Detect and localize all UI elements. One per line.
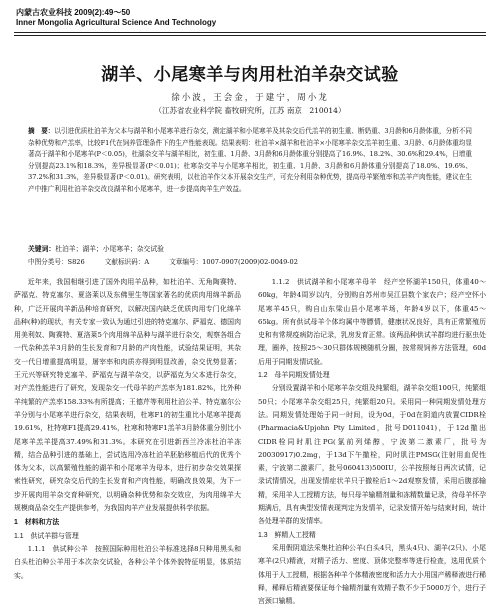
body-right-paragraph: 分别设置湖羊和小尾寒羊杂交组及纯繁组，湖羊杂交组100只，纯繁组50只；小尾寒羊杂交组25只，纯繁组20只。采用同一种同期发情处理方法。同期发情处理始于同一时间，设为0d，于0d在阴道内放置CIDR栓(Pharmacia&Upjohn Pty Limited，批号D011041)，于12d撤出CIDR栓同时肌注PG(氯前列烯醇，宁波第二激素厂，批号为20030917)0.2mg，于13d下午撤栓，同时肌注PMSG(注射用血促性素，宁波第二激素厂，批号060413)500IU，公羊按照每日两次试情，记录试情情况，出现发情症状羊只于撤栓后1～2d观察发情，采用后腹部输精，采用羊人工授精方法，每只母羊输精剂量和冻精数量记录，待母羊怀孕期满后，具有典型发情表现判定为发情羊，记录发情开始与结束时间，统计各处理羊群的发情率。 (258, 384, 486, 526)
abstract-label: 摘 要： (28, 127, 55, 135)
journal-header (16, 8, 216, 28)
abstract-text: 以引进优质杜泊羊为父本与湖羊和小尾寒羊进行杂交，测定湖羊和小尾寒羊及其杂交后代羔羊的初生重、断奶重、3月龄和6月龄体重，分析不同杂种优势和产羔率，比较F1代在饲养管理条件下的生产性能表现。结果表明：杜泊羊×湖羊和杜泊羊×小尾寒羊杂交羔羊初生重、3月龄、6月龄体重均显著高于湖羊和小尾寒羊(P＜0.05)，杜湖杂交羊与湖羊相比，初生重、1月龄、3月龄和6月龄体重分别提高了16.9%、18.2%、30.6%和29.4%，日增重分别提高23.1%和18.3%，差异极显著(P＜0.01)；杜寒杂交羊与小尾寒羊相比，初生重、1月龄、3月龄和6月龄体重分别提高了18.0%、19.6%、37.2%和31.3%，差异极显著(P＜0.01)。研究表明，以杜泊羊作父本开展杂交生产，可充分利用杂种优势，提高母羊繁殖率和羔羊产肉性能，建议在生产中推广利用杜泊羊杂交改良湖羊和小尾寒羊，进一步提高肉羊生产效益。 (28, 127, 473, 193)
keywords (28, 244, 472, 254)
abstract (28, 126, 472, 196)
journal-name-cn: 内蒙古农业科技 2009(2):49～50 (16, 8, 131, 17)
header-rule (14, 32, 486, 33)
body-left-heading: 1 材料和方法 (14, 519, 60, 527)
body-right-heading: 1.3 鲜精人工授精 (258, 531, 316, 539)
classification-line (28, 257, 472, 267)
body-column-right (258, 276, 486, 608)
body-right-paragraph: 采用假阴道法采集杜泊种公羊(白头4只，黑头4只)、湖羊(2只)、小尾寒羊(2只)精液，对精子活力、密度、顶体完整率等进行检查，选用优质个体用于人工授精，根据各种羊个体精液密度和活力大小用国产稀释液进行稀释，稀释后精液要保证每个输精剂量有效精子数不少于5000万个，进行子宫颈口输精。 (258, 543, 486, 606)
header-rule-thin (14, 35, 486, 36)
body-left-heading: 1.1 供试羊群与管理 (14, 532, 79, 540)
body-right-paragraph: 1.1.2 供试湖羊和小尾寒羊母羊 经产空怀湖羊150只，体重40～60kg，年龄4周岁以内，分别购自苏州市吴江县数个家农户；经产空怀小尾寒羊45只，购自山东梁山县小尾寒羊场，年龄4岁以下，体重45～65kg。所有供试母羊个体均属中等膘情，健康状况良好，具有正常繁殖历史和有常规疫病防治记录，乳房发育正常。该两品种供试羊群均进行驱虫处理，圈养，按照25～30只群体规模随机分圈，按常规饲养方法管理，60d后用于同期发情试验。 (258, 278, 486, 366)
article-number: 文章编号：1007-0907(2009)02-0049-02 (169, 258, 298, 266)
article-affiliation: （江苏省农业科学院 畜牧研究所，江苏 南京 210014） (154, 106, 346, 115)
body-right-heading: 1.2 母羊同期发情处理 (258, 372, 330, 380)
keywords-label: 关键词： (28, 245, 56, 253)
keywords-text: 杜泊羊；湖羊；小尾寒羊；杂交试验 (55, 245, 164, 253)
article-title: 湖羊、小尾寒羊与肉用杜泊羊杂交试验 (101, 65, 399, 85)
body-left-paragraph: 1.1.1 供试种公羊 按照国际种用杜泊公羊标准选择8只种用黑头和白头杜泊种公羊用于本次杂交试验，各种公羊个体外貌特征明显，体质结实。 (14, 544, 241, 580)
journal-name-en: Inner Mongolia Agricultural Science And Technology (16, 18, 217, 27)
article-authors: 徐小波，王会金，于建宁，周小龙 (171, 93, 329, 103)
body-column-left (14, 276, 241, 583)
body-left-paragraph: 近年来，我国相继引进了国外肉用羊品种，如杜泊羊、无角陶赛特、萨福克、特克塞尔、夏洛莱以及东佛里生等国家著名的优质肉用绵羊新品种，广泛开展肉羊新品种培育研究，以解决国内缺乏优质肉用专门化绵羊品种(种)的现状，有关专家一致认为通过引进的特克塞尔、萨福克、德国肉用美利奴、陶赛特、夏洛莱5个肉用绵羊品种与湖羊进行杂交，观察各组合一代杂种羔羊3月龄的生长发育和7月龄的产肉性能，试验结果证明，其杂交一代日增重提高明显，屠宰率和肉质亦得到明显改善，杂交优势显著；王元兴等研究特克塞羊、萨福克与湖羊杂交，以萨福克为父本进行杂交，对产羔性能进行了研究，发现杂交一代母羊的产羔率为181.82%，比外种羊纯繁的产羔率158.33%有所提高；王德芹等利用杜泊公羊、特克塞尔公羊分别与小尾寒羊进行杂交，结果表明，杜寒F1的初生重比小尾寒羊提高19.61%，杜特寒F1提高29.41%，杜寒和特寒F1羔羊3月龄体重分别比小尾寒羊羔羊提高37.49%和31.3%。本研究在引进新西兰冷冻杜泊羊冻精，结合品种引进的基础上，尝试选用冷冻杜泊羊胚胎移植后代的优秀个体为父本，以高繁殖性能的湖羊和小尾寒羊为母本，进行初步杂交效果探索性研究，研究杂交后代的生长发育和产肉性能，明确改良效果，为下一步开展肉用羊杂交育种研究，以明确杂种优势和杂交效应，为肉用绵羊大规模商品杂交生产提供参考，为我国肉羊产业发展提供科学依据。 (14, 278, 241, 513)
clc-number: 中图分类号：S826 (28, 258, 85, 266)
document-code: 文献标识码：A (104, 258, 150, 266)
